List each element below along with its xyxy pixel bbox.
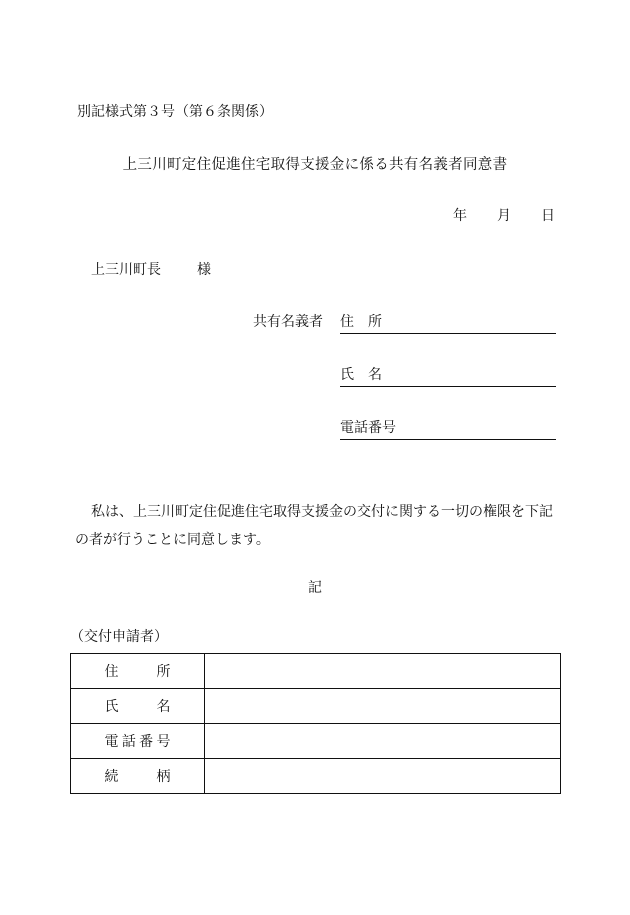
addressee-name: 上三川町長 (91, 262, 161, 278)
consent-statement-text: 私は、上三川町定住促進住宅取得支援金の交付に関する一切の権限を下記の者が行うことに同意します。 (75, 504, 553, 548)
year-label: 年 (453, 208, 467, 224)
applicant-label: （交付申請者） (70, 629, 168, 645)
table-row (71, 689, 561, 724)
co-owner-label: 共有名義者 (253, 314, 323, 330)
co-owner-address-label: 住 所 (340, 314, 382, 330)
applicant-name-value[interactable] (205, 689, 561, 724)
date-line (453, 208, 555, 224)
co-owner-phone-field[interactable] (340, 420, 556, 440)
table-row (71, 654, 561, 689)
applicant-table (70, 653, 561, 794)
co-owner-address-field[interactable] (340, 314, 556, 334)
applicant-phone-value[interactable] (205, 724, 561, 759)
form-number: 別記様式第３号（第６条関係） (77, 104, 273, 120)
applicant-relationship-label: 続柄 (104, 769, 171, 785)
co-owner-name-label: 氏 名 (340, 367, 382, 383)
co-owner-phone-label: 電話番号 (340, 420, 396, 436)
co-owner-name-field[interactable] (340, 367, 556, 387)
applicant-phone-label: 電話番号 (104, 734, 171, 750)
applicant-relationship-value[interactable] (205, 759, 561, 794)
addressee (91, 262, 211, 278)
ki-heading: 記 (308, 580, 322, 596)
applicant-address-label-cell (71, 654, 205, 689)
applicant-address-label: 住所 (104, 664, 171, 680)
applicant-name-label-cell (71, 689, 205, 724)
table-row (71, 759, 561, 794)
applicant-name-label: 氏名 (104, 699, 171, 715)
applicant-phone-label-cell (71, 724, 205, 759)
table-row (71, 724, 561, 759)
addressee-honorific: 様 (197, 262, 211, 278)
applicant-relationship-label-cell (71, 759, 205, 794)
applicant-address-value[interactable] (205, 654, 561, 689)
consent-statement (75, 498, 565, 554)
month-label: 月 (497, 208, 511, 224)
document-title: 上三川町定住促進住宅取得支援金に係る共有名義者同意書 (122, 157, 508, 173)
day-label: 日 (541, 208, 555, 224)
